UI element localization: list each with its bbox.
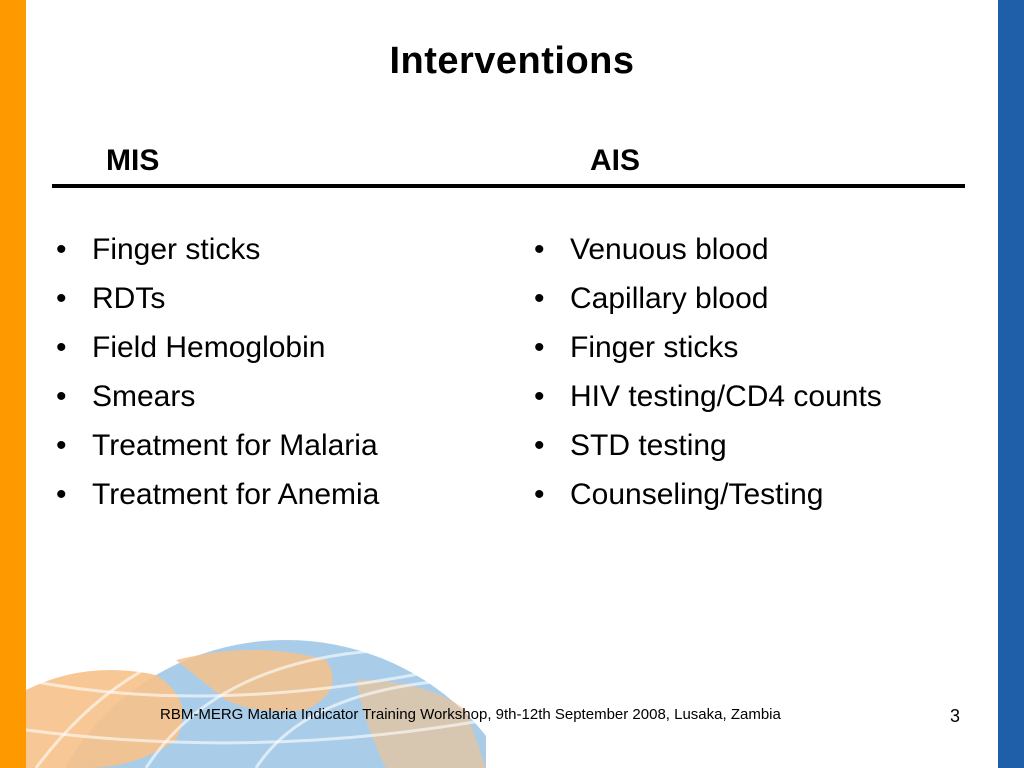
list-item-label: STD testing [570,429,727,462]
page-number: 3 [950,706,961,726]
list-item [52,421,379,470]
list-item-label: Smears [92,380,196,413]
ais-list [530,225,882,519]
list-item [530,274,882,323]
bullet: • [56,233,67,266]
list-item-label: HIV testing/CD4 counts [570,380,882,413]
right-accent-bar [998,0,1024,768]
bullet: • [534,233,545,266]
bullet: • [534,380,545,413]
globe-watermark [26,620,486,768]
list-item-label: RDTs [92,282,166,315]
header-rule [52,184,965,188]
mis-heading: MIS [106,144,160,177]
list-item-label: Treatment for Anemia [92,478,380,511]
bullet: • [56,380,67,413]
left-accent-bar [0,0,26,768]
list-item [52,274,379,323]
bullet: • [56,478,67,511]
list-item [530,470,882,519]
list-item-label: Venuous blood [570,233,769,266]
list-item [530,421,882,470]
list-item [530,372,882,421]
bullet: • [534,478,545,511]
list-item [530,225,882,274]
list-item [530,323,882,372]
bullet: • [534,429,545,462]
list-item-label: Treatment for Malaria [92,429,378,462]
list-item [52,225,379,274]
list-item-label: Capillary blood [570,282,769,315]
ais-heading: AIS [590,144,641,177]
bullet: • [56,429,67,462]
list-item-label: Field Hemoglobin [92,331,326,364]
bullet: • [534,282,545,315]
list-item [52,323,379,372]
list-item-label: Finger sticks [570,331,739,364]
bullet: • [56,282,67,315]
mis-list [52,225,379,519]
list-item-label: Counseling/Testing [570,478,824,511]
footer-text: RBM-MERG Malaria Indicator Training Workshop, 9th-12th September 2008, Lusaka, Zambia [160,706,781,723]
list-item-label: Finger sticks [92,233,261,266]
slide-title: Interventions [389,40,635,82]
list-item [52,470,379,519]
bullet: • [534,331,545,364]
bullet: • [56,331,67,364]
list-item [52,372,379,421]
